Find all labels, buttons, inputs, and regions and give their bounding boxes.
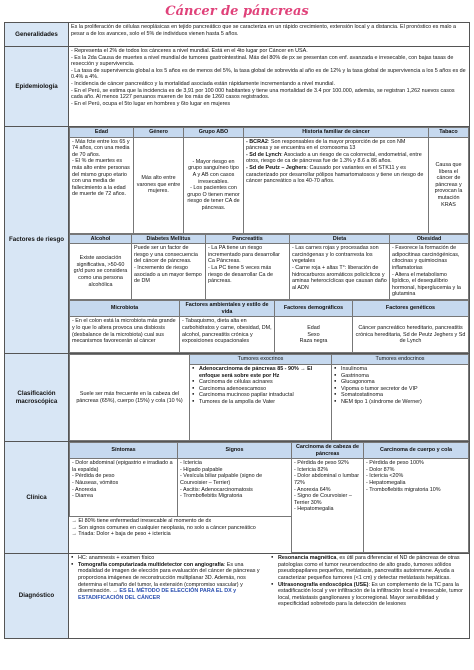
header-pancreatitis: Pancreatitis — [206, 234, 290, 244]
exocrino-item — [192, 392, 329, 399]
header-cuerpo: Carcinoma de cuerpo y cola — [364, 442, 469, 458]
diagnostico-item-name: Resonancia magnética — [278, 555, 337, 562]
diagnostico-item-name: Ultrasonografía endoscópica (USE) — [278, 581, 369, 588]
main-table — [4, 22, 470, 639]
microbiota-text: - En el colon está la microbiota más grande y lo que lo altera provoca una disbiosis (desbalance de la microbiota) cual sus mecanismos favorecerán al cáncer — [70, 317, 180, 353]
endocrino-item: ● Glucagonoma — [334, 379, 466, 386]
cuerpo-item: - Pérdida de peso 100% — [366, 460, 424, 467]
header-endocrinos: Tumores endocrinos — [332, 355, 469, 365]
factores-row3 — [69, 300, 469, 353]
header-alcohol: Alcohol — [70, 234, 132, 244]
page-title-wrapper — [4, 2, 470, 22]
exocrino-name: Carcinoma mucinoso papilar intraductal — [199, 392, 294, 399]
exocrinos-list — [190, 364, 332, 440]
header-ambientales: Factores ambientales y estilo de vida — [180, 301, 275, 317]
exocrino-item — [192, 379, 329, 386]
diagnostico-right — [269, 554, 469, 638]
historia-item: - Sd de Peutz – Jeghers: Causado por variantes en el STK11 y es caracterizado por desarrollar pólipos hamartomatosos y tiene un riesgo de cáncer pancreático a los 40-70 años. — [246, 164, 424, 185]
exocrino-name: Adenocarcinoma de páncreas 85 - 90% — [199, 365, 299, 372]
exocrino-name: Carcinoma de células acinares — [199, 379, 273, 386]
factores-row2 — [69, 234, 469, 301]
header-microbiota: Microbiota — [70, 301, 180, 317]
header-tabaco: Tabaco — [429, 128, 469, 138]
sintomas-list — [70, 459, 178, 517]
genero-text: Más alto entre varones que entre mujeres. — [134, 137, 184, 233]
cuerpo-list — [364, 459, 469, 553]
section-label-clasificacion: Clasificación macroscópica — [5, 354, 69, 442]
header-geneticos: Factores genéticos — [353, 301, 469, 317]
demografico-item: Raza negra — [299, 338, 328, 345]
cabeza-list — [292, 459, 364, 553]
geneticos-text: Cáncer pancreático hereditario, pancreatitis crónica hereditaria, Sd de Peutz Jeghers y Sd de Lynch — [353, 317, 469, 353]
header-edad: Edad — [70, 128, 134, 138]
clinica-nota: → Son signos comunes en cualquier neoplasia, no solo a cáncer pancreático — [71, 524, 256, 531]
endocrino-item: ● Gastrinoma — [334, 373, 466, 380]
header-cabeza: Carcinoma de cabeza de páncreas — [292, 442, 364, 458]
signos-list — [178, 459, 292, 517]
header-diabetes: Diabetes Mellitus — [132, 234, 206, 244]
section-label-epidemiologia: Epidemiología — [5, 47, 69, 127]
header-demograficos: Factores demográficos — [275, 301, 353, 317]
endocrino-item: ● Vipoma o tumor secretor de VIP — [334, 386, 466, 393]
diagnostico-item: ● Ultrasonografía endoscópica (USE): Es un complemento de la TC para la estadificación local y ver infiltración de la infiltración local e irresecable, tumor local, metástasis ganglionares y locorregional. Mayor sensibilidad y especificidad sobretodo para la detección de lesiones — [271, 582, 467, 608]
header-signos: Signos — [178, 442, 292, 458]
factores-row1 — [69, 127, 469, 234]
cuerpo-item: - Ictericia <20% — [366, 473, 404, 480]
exocrinos-ul — [192, 366, 329, 406]
diagnostico-item: ● HC: anamnesis + examen físico — [71, 555, 267, 562]
clasificacion-text: Suele ser más frecuente en la cabeza del páncreas (65%), cuerpo (15%) y cola (10 %) — [70, 355, 190, 441]
cuerpo-item: - Tromboflebitis migratoria 10% — [366, 486, 441, 493]
diagnostico-item: ● Resonancia magnética, es útil para diferenciar el ND de páncreas de otras patologías como el tumor neuroendocrino de alto grado, tumores sólidos pseudopapilares pequeños, metástasis, pancreatitis autoinmune. Ayuda a caracterizar pequeños tumores (<1 cm) y detectar metástasis hepáticas. — [271, 555, 467, 581]
historia-item: - BCRA2: Son responsables de la mayor proporción de px con NM páncreas y se encuentra en el cromosoma 13 — [246, 138, 406, 152]
cabeza-item: - Signo de Courvoisier – Terrier 30% — [294, 493, 352, 506]
endocrinos-list — [332, 364, 469, 440]
section-label-clinica: Clínica — [5, 441, 69, 553]
section-label-generalidades: Generalidades — [5, 23, 69, 47]
cabeza-item: - Hepatomegalia — [294, 506, 334, 513]
epidemiologia-line: - En el Perú, se estima que la incidencia es de 3,91 por 100 000 habitantes y tiene una mortalidad de 3.4 por 100.000, además, se registran 1,262 nuevos casos cada año. Al menos 1227 peruanos mueren de los más de 1260 casos registrados. — [71, 87, 455, 101]
dieta-text: - Las carnes rojas y procesadas son carcinógenas y lo contrarresta los vegetales - Carne roja + altas T°: liberación de hidrocarburos aromáticos policíclicos y aminas heterocíclicas que causan daño al ADN — [290, 244, 390, 300]
sintoma-item: - Dolor abdominal (epigastrio e irradiado a la espalda) — [72, 460, 173, 473]
section-label-factores: Factores de riesgo — [5, 127, 69, 354]
ambientales-text: - Tabaquismo, dieta alta en carbohidratos y carne, obesidad, DM, alcohol, pancreatitis crónica y exposiciones ocupacionales — [180, 317, 275, 353]
abo-text: - Mayor riesgo en grupo sanguíneo tipo A y AB con casos irresecables. - Los pacientes con grupo O tienen menor riesgo de tener CA de páncreas. — [184, 137, 244, 233]
generalidades-text: Es la proliferación de células neoplásicas en tejido pancreático que se caracteriza en un rápido crecimiento, extensión local y a distancia. El pronóstico es malo a pesar a de los avances, solo el 5% de individuos vienen hasta 5 años. — [69, 23, 470, 47]
demograficos-list — [275, 317, 353, 353]
cabeza-item: - Anorexia 64% — [294, 486, 331, 493]
historia-item-name: - Sd de Lynch — [246, 151, 282, 158]
exocrino-item — [192, 366, 329, 379]
diagnostico-ul — [71, 555, 267, 601]
arrow-right-icon: → — [71, 518, 79, 525]
epidemiologia-list — [69, 47, 470, 127]
epidemiologia-line: - Incidencia de cáncer pancreático y la mortalidad asociada están rápidamente incrementando a nivel mundial. — [71, 80, 335, 87]
endocrino-item: ● Somatostatinoma — [334, 392, 466, 399]
endocrino-item: ● Insulinoma — [334, 366, 466, 373]
row-clinica — [5, 441, 470, 553]
epidemiologia-line: - En el Perú, ocupa el 5to lugar en hombres y 6to lugar en mujeres — [71, 100, 231, 107]
endocrino-item: ● NEM tipo 1 (síndrome de Werner) — [334, 399, 466, 406]
exocrino-item — [192, 399, 329, 406]
epidemiologia-line: - Representa el 2% de todos los cánceres a nivel mundial. Está en el 4to lugar por Cáncer en USA. — [71, 48, 308, 54]
epidemiologia-line: - Es la 2da Causa de muertes a nivel mundial de tumores gastrointestinal. Más del 80% de px se presentan con enf. avanzada e irresecable, con bajas tasas de resección y supervivencia. — [71, 54, 454, 68]
row-factores — [5, 127, 470, 354]
arrow-right-icon: → — [110, 588, 120, 595]
signo-item: - Tromboflebitis Migratoria — [180, 493, 243, 500]
signo-item: - Ictericia — [180, 460, 202, 467]
page-title: Cáncer de páncreas — [165, 4, 309, 20]
sintoma-item: - Diarrea — [72, 493, 93, 500]
historia-item: - Sd de Lynch: Asociado a un riesgo de ca colorrectal, endometrial, entre otros, riesgo de ca de páncreas fue de 1.3% y 8.6 a 86 años. — [246, 151, 422, 165]
header-dieta: Dieta — [290, 234, 390, 244]
cabeza-item: - Ictericia 82% — [294, 466, 329, 473]
header-genero: Género — [134, 128, 184, 138]
diagnostico-item: ● Tomografía computarizada multidetector con angiografía: Es una modalidad de imagen de elección para evaluación del cáncer de páncreas y proporciona imágenes de reconstrucción multiplanar 3D. Además, nos determina el tamaño del tumor, la extensión (compromiso vascular) y diseminación. → ES EL MÉTODO DE ELECCIÓN PARA EL DX y ESTADIFICACIÓN DEL CÁNCER — [71, 562, 267, 602]
sintoma-item: - Náuseas, vómitos — [72, 479, 119, 486]
obesidad-text: - Favorece la formación de adipocitinas carcinógénicas, citocinas y quimiocinas inflamatorias - Altera el metabolismo lipídico, el desequilibrio hormonal, hiperglucemia y la glutamina — [390, 244, 469, 300]
epidemiologia-line: - La tasa de supervivencia global a los 5 años es de menos del 5%, la tasa global de sobrevida al año es de 12% y la tasa global de supervivencia a los 5 años es de 0.4% a 4%. — [71, 67, 466, 81]
edad-text: - Más fcte entre los 65 y 74 años, con una media de 70 años. - El % de muertes es más alto entre personas del mismo grupo etario con una media de fallecimiento a la edad de muerte de 72 años. — [70, 137, 134, 233]
endocrinos-ul — [334, 366, 466, 406]
exocrino-name: Tumores de la ampolla de Vater — [199, 398, 276, 405]
clasificacion-table — [69, 354, 469, 441]
header-exocrinos: Tumores exocrinos — [190, 355, 332, 365]
alcohol-text: Existe asociación significativa, >50-60 gr/d puro se considera como una persona alcohólica — [70, 244, 132, 300]
historia-item-name: - Sd de Peutz – Jeghers — [246, 164, 307, 171]
arrow-right-icon: → — [71, 524, 79, 531]
page — [4, 2, 470, 668]
tabaco-text: Causa que libera el cáncer de páncreas y provocan la mutación KRAS — [429, 137, 469, 233]
signo-item: - Vesícula biliar palpable (signo de Courvoisier – Terrier) — [180, 473, 263, 486]
header-historia: Historia familiar de cáncer — [244, 128, 429, 138]
demografico-item: Edad — [307, 324, 320, 331]
historia-text — [244, 137, 429, 233]
exocrino-name: Carcinoma adenoescamoso — [199, 385, 267, 392]
diagnostico-left — [69, 554, 269, 638]
cabeza-item: - Dolor abdominal o lumbar 72% — [294, 473, 360, 486]
row-clasificacion — [5, 354, 470, 442]
arrow-right-icon: → — [298, 365, 308, 372]
cabeza-item: - Pérdida de peso 92% — [294, 460, 349, 467]
exocrino-item — [192, 386, 329, 393]
historia-item-name: - BCRA2 — [246, 138, 268, 145]
signo-item: - Hígado palpable — [180, 466, 223, 473]
exocrino-note: El enfoque será sobre este por Hz — [199, 365, 313, 379]
clinica-nota: → El 80% tiene enfermedad irresecable al momento de dx — [71, 518, 212, 525]
arrow-right-icon: → — [71, 531, 79, 538]
sintoma-item: - Pérdida de peso — [72, 473, 115, 480]
row-diagnostico — [5, 554, 470, 639]
demografico-item: Sexo — [307, 331, 320, 338]
sintoma-item: - Anorexia — [72, 486, 97, 493]
cuerpo-item: - Dolor 87% — [366, 466, 395, 473]
row-epidemiologia — [5, 47, 470, 127]
diagnostico-table — [69, 554, 469, 638]
diagnostico-highlight: ES EL MÉTODO DE ELECCIÓN PARA EL DX y ESTADIFICACIÓN DEL CÁNCER — [78, 588, 237, 601]
clinica-notas — [70, 517, 292, 553]
clinica-nota: → Triada: Dolor + baja de peso + ictericia — [71, 531, 171, 538]
section-label-diagnostico: Diagnóstico — [5, 554, 69, 639]
header-sintomas: Síntomas — [70, 442, 178, 458]
diabetes-text: Puede ser un factor de riesgo y una consecuencia del cáncer de páncreas. - Incremento de riesgo asociado a un mayor tiempo de DM — [132, 244, 206, 300]
diagnostico-ul — [271, 555, 467, 608]
cuerpo-item: - Hepatomegalia — [366, 479, 406, 486]
pancreatitis-text: - La PA tiene un riesgo incrementado para desarrollar Ca Páncreas. - La PC tiene 5 veces más riesgo de desarrollar Ca de páncreas. — [206, 244, 290, 300]
row-generalidades — [5, 23, 470, 47]
signo-item: - Ascitis: Adenocarcinomatosis — [180, 486, 253, 493]
header-obesidad: Obesidad — [390, 234, 469, 244]
diagnostico-item-name: Tomografía computarizada multidetector con angiografía — [78, 561, 224, 568]
header-abo: Grupo ABO — [184, 128, 244, 138]
clinica-table — [69, 442, 469, 553]
